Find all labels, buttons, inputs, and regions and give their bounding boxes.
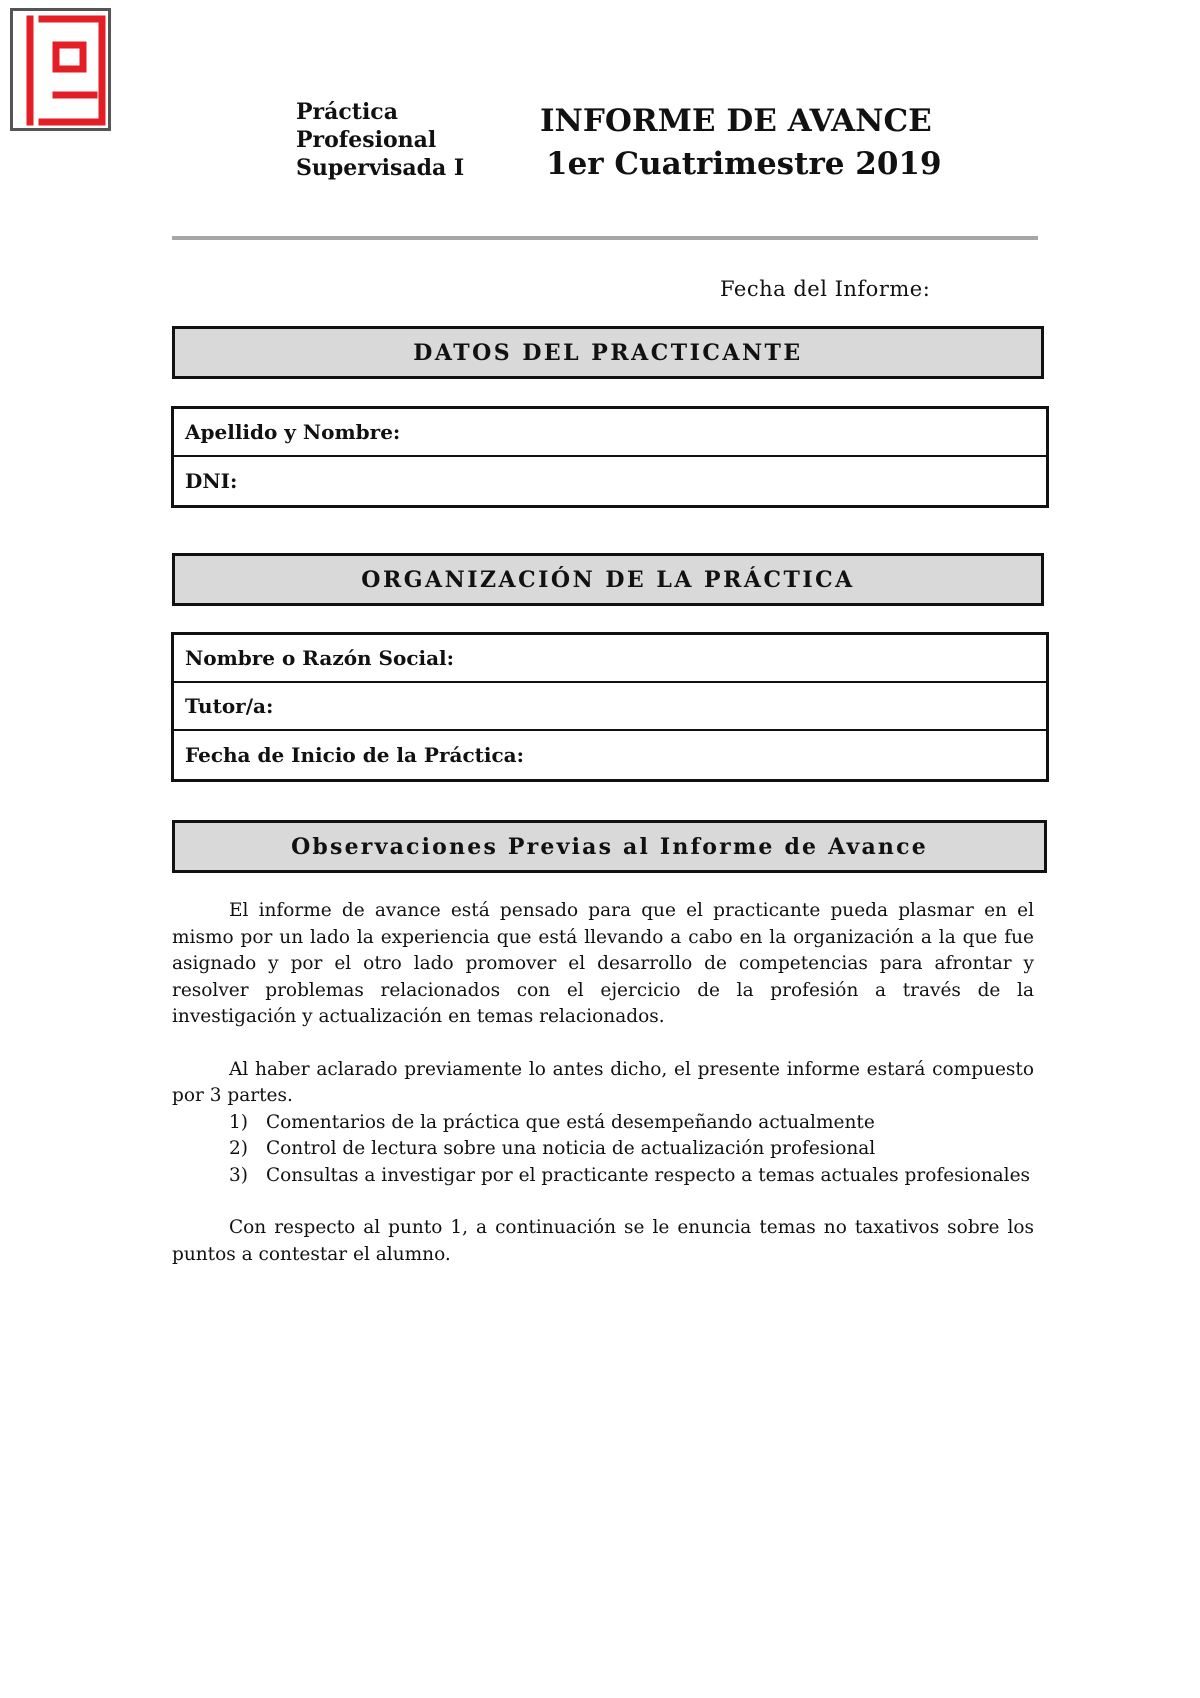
report-title-line2: 1er Cuatrimestre 2019 bbox=[546, 146, 942, 182]
list-item-number: 3) bbox=[229, 1164, 248, 1186]
list-item-text: Control de lectura sobre una noticia de actualización profesional bbox=[266, 1138, 876, 1159]
observations-section-heading: Observaciones Previas al Informe de Avance bbox=[172, 820, 1047, 873]
observations-body bbox=[172, 898, 1034, 1268]
report-parts-list bbox=[172, 1110, 1034, 1190]
list-item-number: 2) bbox=[229, 1138, 248, 1159]
header-divider bbox=[172, 236, 1038, 240]
field-dni[interactable]: DNI: bbox=[185, 469, 238, 493]
field-company-name[interactable]: Nombre o Razón Social: bbox=[174, 635, 1046, 683]
subject-line: Profesional bbox=[296, 127, 437, 153]
list-item bbox=[172, 1110, 1034, 1137]
subject-name bbox=[296, 98, 464, 182]
institution-logo bbox=[10, 8, 111, 131]
list-item bbox=[172, 1136, 1034, 1163]
subject-line: Supervisada I bbox=[296, 155, 465, 181]
student-section-heading: DATOS DEL PRACTICANTE bbox=[172, 326, 1044, 379]
organization-fields-table bbox=[171, 632, 1049, 782]
report-title-line1: INFORME DE AVANCE bbox=[540, 103, 932, 139]
observations-paragraph: Con respecto al punto 1, a continuación se le enuncia temas no taxativos sobre los puntos a contestar el alumno. bbox=[172, 1217, 1034, 1265]
field-tutor[interactable]: Tutor/a: bbox=[174, 683, 1046, 731]
field-start-date[interactable]: Fecha de Inicio de la Práctica: bbox=[185, 743, 524, 767]
student-fields-table bbox=[171, 406, 1049, 508]
subject-line: Práctica bbox=[296, 99, 398, 125]
list-item bbox=[172, 1163, 1034, 1190]
observations-paragraph: El informe de avance está pensado para que el practicante pueda plasmar en el mismo por un lado la experiencia que está llevando a cabo en la organización a la que fue asignado y por el otro lado promover el desarrollo de competencias para afrontar y resolver problemas relacionados con el ejercicio de la profesión a través de la investigación y actualización en temas relacionados. bbox=[172, 900, 1034, 1027]
list-item-number: 1) bbox=[229, 1111, 248, 1133]
report-date-label: Fecha del Informe: bbox=[720, 277, 931, 301]
field-full-name[interactable]: Apellido y Nombre: bbox=[174, 409, 1046, 457]
list-item-text: Comentarios de la práctica que está desempeñando actualmente bbox=[266, 1111, 875, 1133]
observations-paragraph: Al haber aclarado previamente lo antes dicho, el presente informe estará compuesto por 3 partes. bbox=[172, 1058, 1034, 1106]
list-item-text: Consultas a investigar por el practicante respecto a temas actuales profesionales bbox=[266, 1164, 1031, 1186]
organization-section-heading: ORGANIZACIÓN DE LA PRÁCTICA bbox=[172, 553, 1044, 606]
report-title bbox=[540, 100, 980, 186]
